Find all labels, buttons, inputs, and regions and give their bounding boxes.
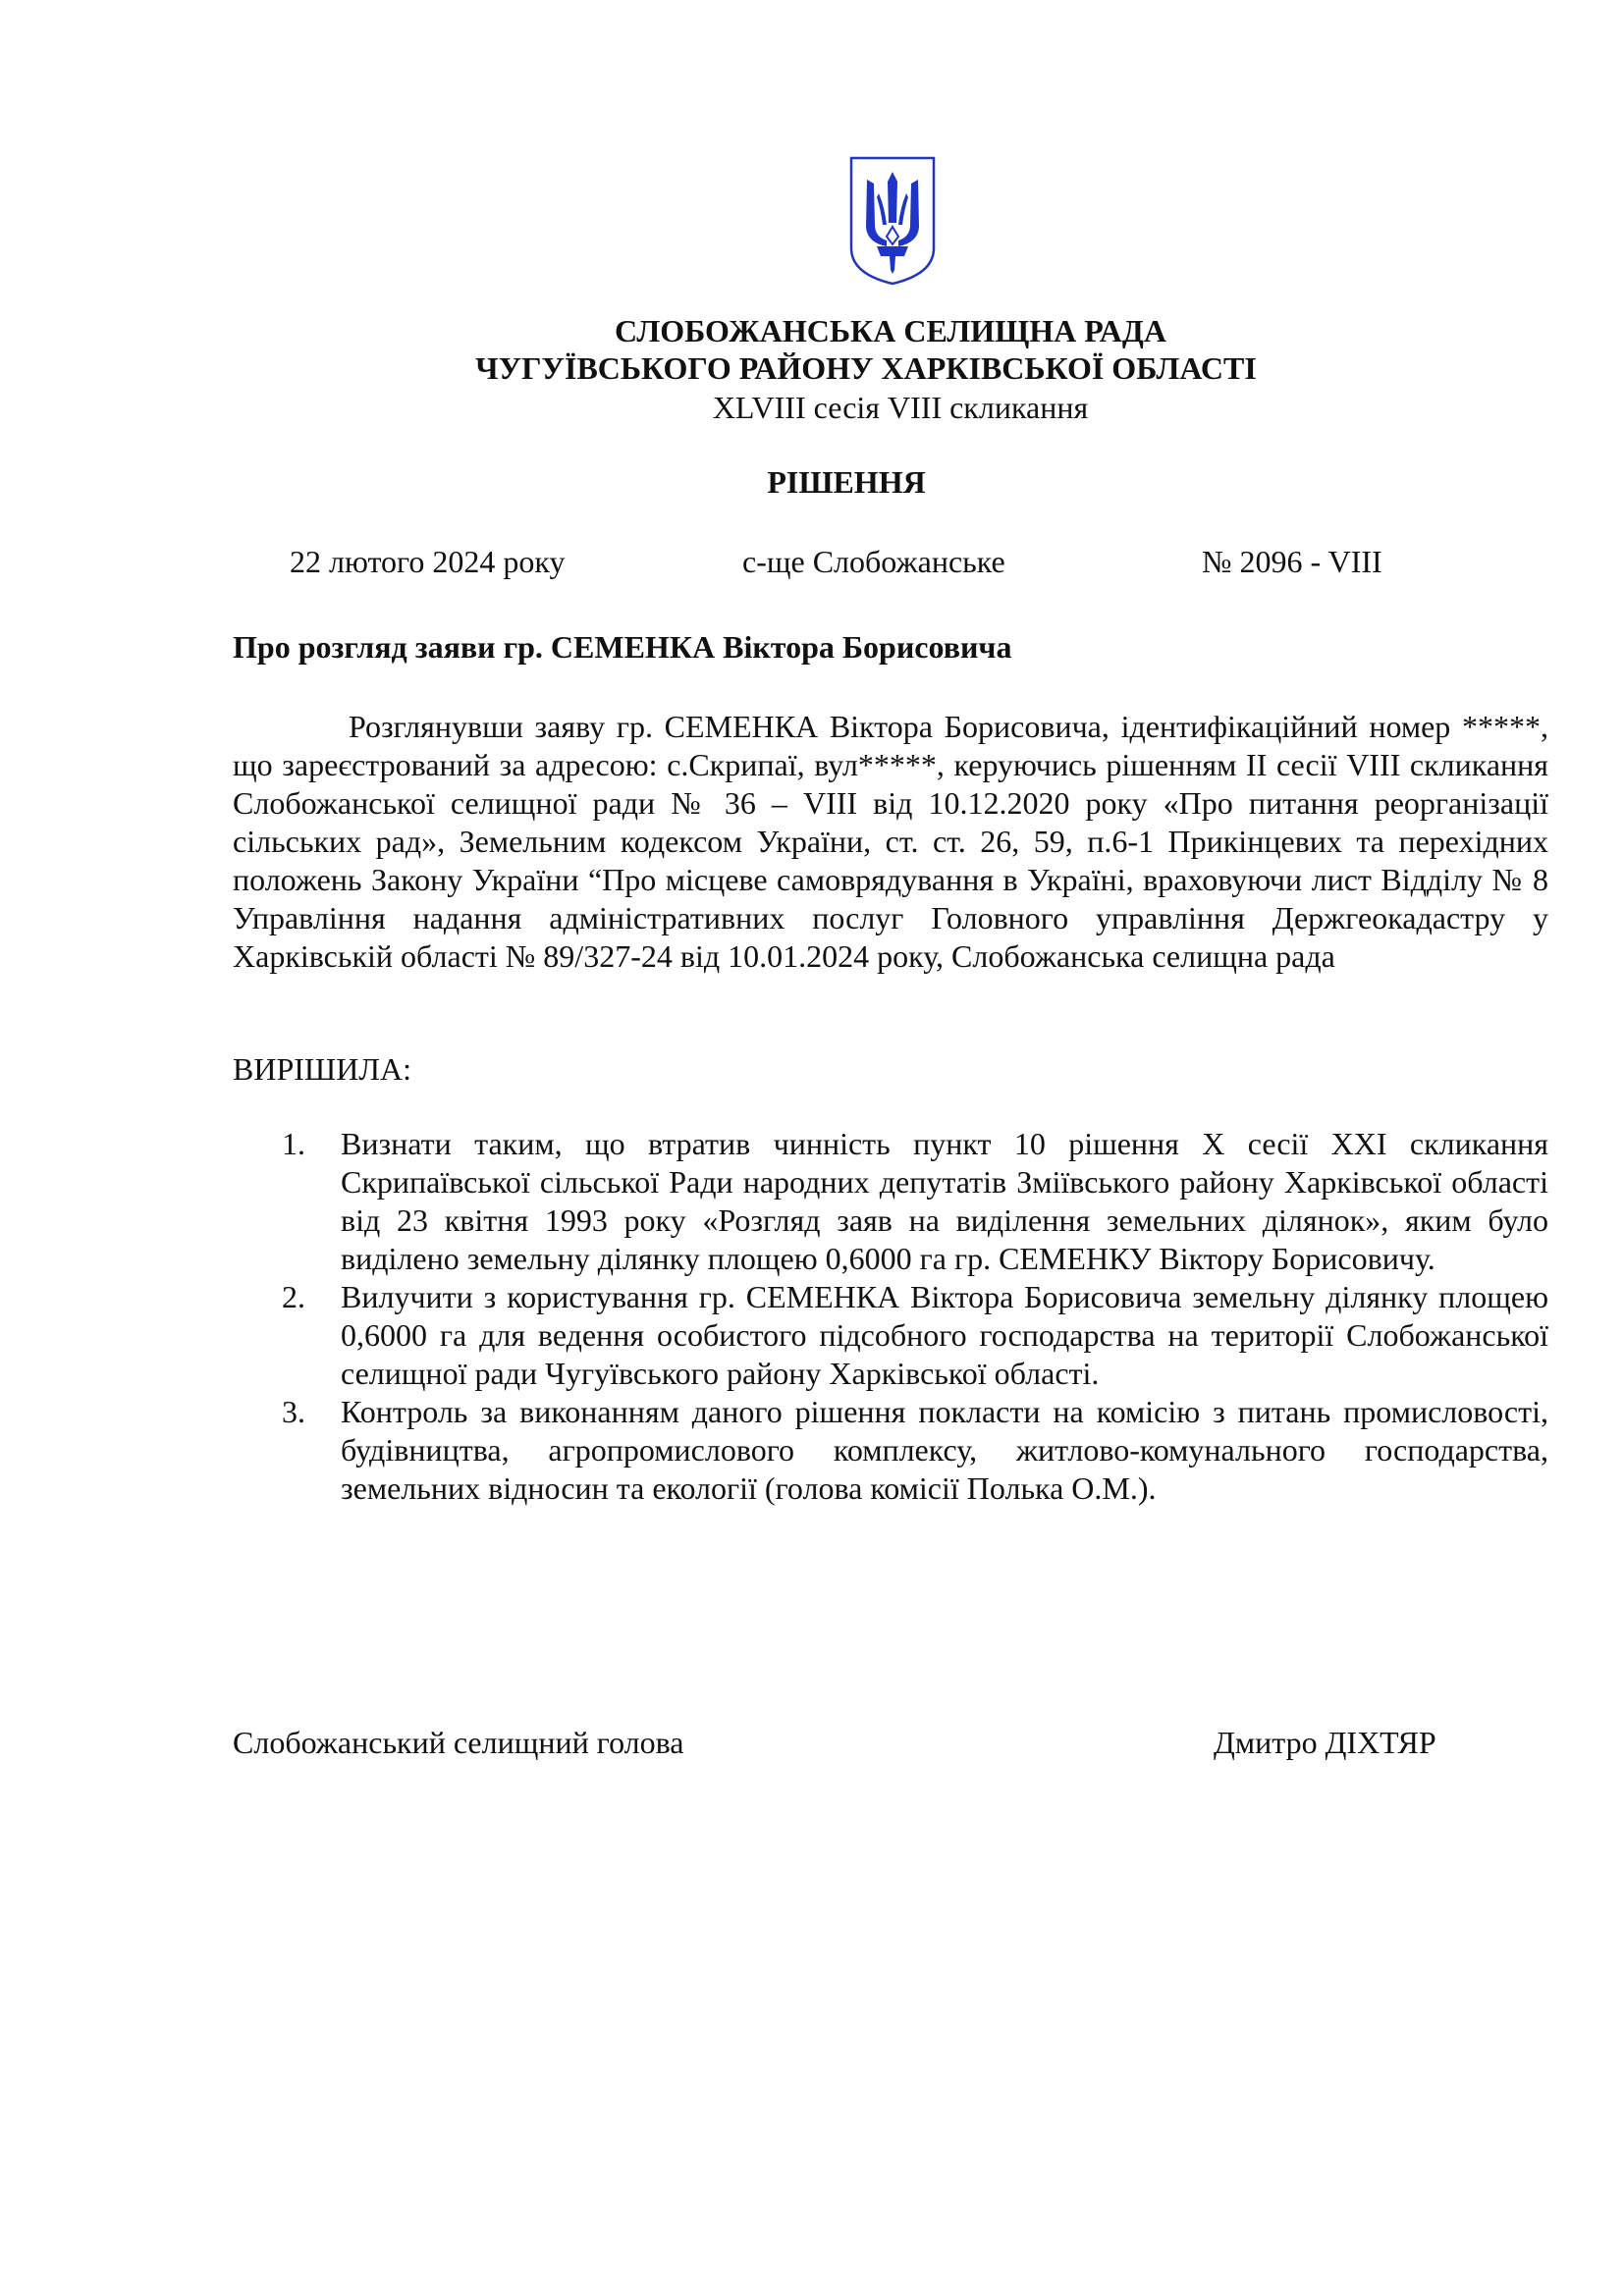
resolved-label: ВИРІШИЛА: (233, 1051, 411, 1087)
decision-item (233, 1278, 1548, 1393)
preamble-paragraph: Розглянувши заяву гр. СЕМЕНКА Віктора Борисовича, ідентифікаційний номер *****, що зареєстрований за адресою: с.Скрипаї, вул*****, керуючись рішенням II сесії VIII скликання Слобожанської селищної ради № 36 – VIII від 10.12.2020 року «Про питання реорганізації сільських рад», Земельним кодексом України, ст. ст. 26, 59, п.6-1 Прикінцевих та перехідних положень Закону України “Про місцеве самоврядування в Україні, враховуючи лист Відділу № 8 Управління надання адміністративних послуг Головного управління Держгеокадастру у Харківській області № 89/327-24 від 10.01.2024 року, Слобожанська селищна рада (233, 709, 1548, 974)
council-name: СЛОБОЖАНСЬКА СЕЛИЩНА РАДА (615, 313, 1166, 348)
decision-title: РІШЕННЯ (767, 464, 926, 500)
decision-item-text: Вилучити з користування гр. СЕМЕНКА Віктора Борисовича земельну ділянку площею 0,6000 га для ведення особистого підсобного господарства на території Слобожанської селищної ради Чугуївського району Харківської області. (341, 1279, 1548, 1391)
decision-date: 22 лютого 2024 року (290, 544, 566, 579)
decision-item-number: 1. (282, 1126, 305, 1161)
decision-subject: Про розгляд заяви гр. СЕМЕНКА Віктора Борисовича (233, 629, 1012, 665)
signatory-name: Дмитро ДІХТЯР (1214, 1725, 1436, 1760)
decision-item-number: 2. (282, 1279, 305, 1314)
decision-item-text: Контроль за виконанням даного рішення покласти на комісію з питань промисловості, будівництва, агропромислового комплексу, житлово-комунального господарства, земельних відносин та екології (голова комісії Полька О.М.). (341, 1394, 1548, 1506)
signatory-role: Слобожанський селищний голова (233, 1725, 684, 1760)
decision-number: № 2096 - VIII (1202, 544, 1382, 579)
session-info: XLVIII сесія VIII скликання (712, 390, 1089, 425)
decision-item-text: Визнати таким, що втратив чинність пункт 10 рішення X сесії XXI скликання Скрипаївської сільської Ради народних депутатів Зміївського району Харківської області від 23 квітня 1993 року «Розгляд заяв на виділення земельних ділянок», яким було виділено земельну ділянку площею 0,6000 га гр. СЕМЕНКУ Віктору Борисовичу. (341, 1126, 1548, 1276)
decision-item (233, 1125, 1548, 1278)
district-name: ЧУГУЇВСЬКОГО РАЙОНУ ХАРКІВСЬКОЇ ОБЛАСТІ (475, 350, 1257, 386)
decision-place: с-ще Слобожанське (742, 544, 1005, 579)
trident-coat-of-arms-icon (847, 154, 938, 288)
decision-item (233, 1393, 1548, 1508)
decision-item-number: 3. (282, 1394, 305, 1429)
decisions-list (233, 1125, 1548, 1508)
